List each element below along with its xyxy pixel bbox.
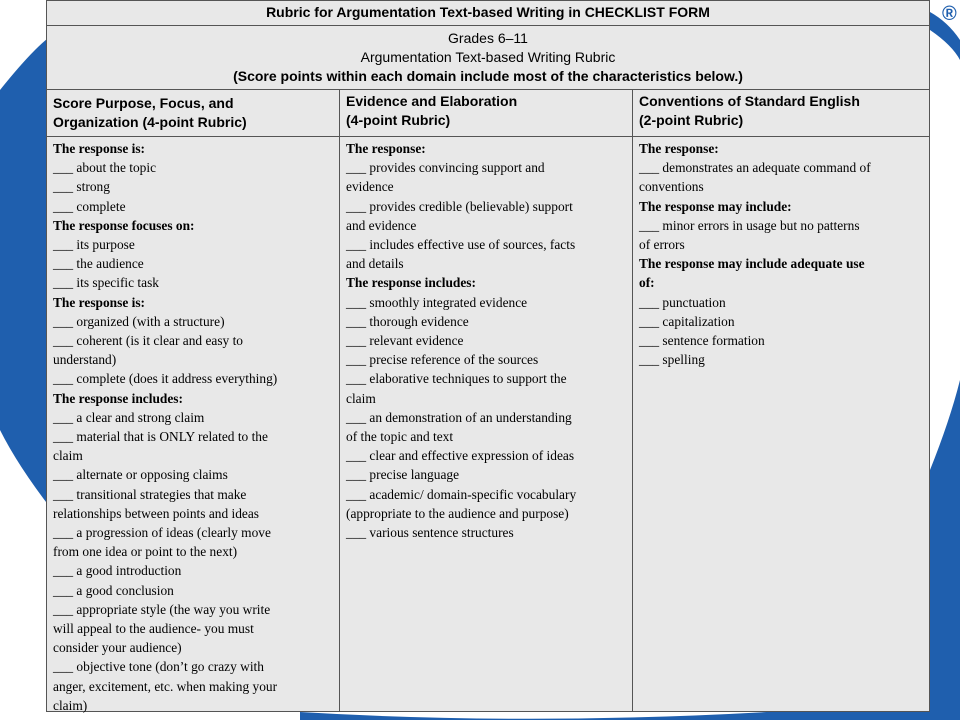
checklist-item: ___ a good introduction <box>53 563 182 579</box>
heading-line: Conventions of Standard English <box>639 93 860 109</box>
checklist-item: and evidence <box>346 217 417 233</box>
column-conventions <box>633 90 929 712</box>
rubric-subtitle <box>47 26 929 90</box>
checklist-heading: The response may include: <box>639 198 792 214</box>
checklist-item: ___ includes effective use of sources, facts <box>346 237 576 253</box>
checklist-item: ___ provides credible (believable) support <box>346 198 573 214</box>
checklist-item: ___ sentence formation <box>639 333 765 349</box>
checklist-heading: of: <box>639 275 655 291</box>
rubric-name: Argumentation Text-based Writing Rubric <box>360 49 616 65</box>
checklist-item: will appeal to the audience- you must <box>53 621 254 637</box>
heading-line: Organization (4-point Rubric) <box>53 114 247 130</box>
checklist-item: ___ about the topic <box>53 160 157 176</box>
checklist-item: ___ demonstrates an adequate command of <box>639 160 871 176</box>
checklist-item: claim <box>53 448 83 464</box>
checklist-item: understand) <box>53 352 117 368</box>
column-checklist <box>340 137 632 542</box>
heading-line: (4-point Rubric) <box>346 112 451 128</box>
column-heading <box>340 90 632 137</box>
checklist-item: relationships between points and ideas <box>53 505 260 521</box>
registered-mark: ® <box>942 3 957 25</box>
right-blue-arc-bottom <box>930 380 960 720</box>
column-evidence-elaboration <box>340 90 633 712</box>
checklist-item: ___ various sentence structures <box>346 525 514 541</box>
checklist-heading: The response may include adequate use <box>639 256 865 272</box>
column-heading <box>47 90 339 137</box>
heading-line: Evidence and Elaboration <box>346 93 518 109</box>
column-checklist <box>47 137 339 715</box>
checklist-item: ___ the audience <box>53 256 144 272</box>
checklist-item: ___ strong <box>53 179 110 195</box>
checklist-item: ___ precise language <box>346 467 460 483</box>
grades-label: Grades 6–11 <box>448 30 528 46</box>
checklist-item: ___ material that is ONLY related to the <box>53 429 268 445</box>
checklist-item: ___ clear and effective expression of ideas <box>346 448 575 464</box>
checklist-item: anger, excitement, etc. when making your <box>53 678 278 694</box>
checklist-item: ___ thorough evidence <box>346 313 469 329</box>
column-checklist <box>633 137 929 369</box>
checklist-item: ___ smoothly integrated evidence <box>346 294 528 310</box>
column-purpose-focus <box>47 90 340 712</box>
checklist-heading: The response is: <box>53 294 146 310</box>
checklist-item: ___ its purpose <box>53 237 135 253</box>
checklist-item: ___ appropriate style (the way you write <box>53 601 271 617</box>
checklist-item: (appropriate to the audience and purpose) <box>346 505 569 521</box>
checklist-item: ___ complete <box>53 198 126 214</box>
checklist-item: ___ a progression of ideas (clearly move <box>53 525 271 541</box>
checklist-item: ___ coherent (is it clear and easy to <box>53 333 243 349</box>
checklist-item: ___ spelling <box>639 352 705 368</box>
checklist-item: ___ academic/ domain-specific vocabulary <box>346 486 577 502</box>
checklist-item: of the topic and text <box>346 429 454 445</box>
checklist-item: ___ organized (with a structure) <box>53 313 225 329</box>
checklist-item: claim <box>346 390 376 406</box>
checklist-item: ___ alternate or opposing claims <box>53 467 228 483</box>
score-note: (Score points within each domain include most of the characteristics below.) <box>233 68 743 84</box>
checklist-item: ___ precise reference of the sources <box>346 352 539 368</box>
heading-line: (2-point Rubric) <box>639 112 744 128</box>
checklist-item: ___ provides convincing support and <box>346 160 545 176</box>
checklist-heading: The response includes: <box>53 390 183 406</box>
rubric-table <box>46 0 930 712</box>
checklist-heading: The response: <box>639 141 719 156</box>
checklist-heading: The response includes: <box>346 275 476 291</box>
checklist-item: ___ an demonstration of an understanding <box>346 409 572 425</box>
checklist-item: from one idea or point to the next) <box>53 544 238 560</box>
checklist-heading: The response: <box>346 141 426 156</box>
checklist-item: ___ punctuation <box>639 294 726 310</box>
rubric-columns <box>47 90 929 712</box>
checklist-item: ___ transitional strategies that make <box>53 486 247 502</box>
checklist-item: ___ elaborative techniques to support the <box>346 371 567 387</box>
checklist-item: conventions <box>639 179 704 195</box>
checklist-item: evidence <box>346 179 394 195</box>
checklist-heading: The response focuses on: <box>53 217 195 233</box>
heading-line: Score Purpose, Focus, and <box>53 95 234 111</box>
checklist-heading: The response is: <box>53 141 146 156</box>
checklist-item: consider your audience) <box>53 640 182 656</box>
rubric-title: Rubric for Argumentation Text-based Writing in CHECKLIST FORM <box>47 1 929 26</box>
checklist-item: of errors <box>639 237 685 253</box>
checklist-item: claim) <box>53 697 88 713</box>
column-heading <box>633 90 929 137</box>
checklist-item: ___ capitalization <box>639 313 735 329</box>
checklist-item: and details <box>346 256 404 272</box>
checklist-item: ___ complete (does it address everything) <box>53 371 278 387</box>
checklist-item: ___ its specific task <box>53 275 159 291</box>
checklist-item: ___ minor errors in usage but no patterns <box>639 217 860 233</box>
checklist-item: ___ relevant evidence <box>346 333 464 349</box>
checklist-item: ___ a clear and strong claim <box>53 409 205 425</box>
checklist-item: ___ a good conclusion <box>53 582 174 598</box>
checklist-item: ___ objective tone (don’t go crazy with <box>53 659 264 675</box>
